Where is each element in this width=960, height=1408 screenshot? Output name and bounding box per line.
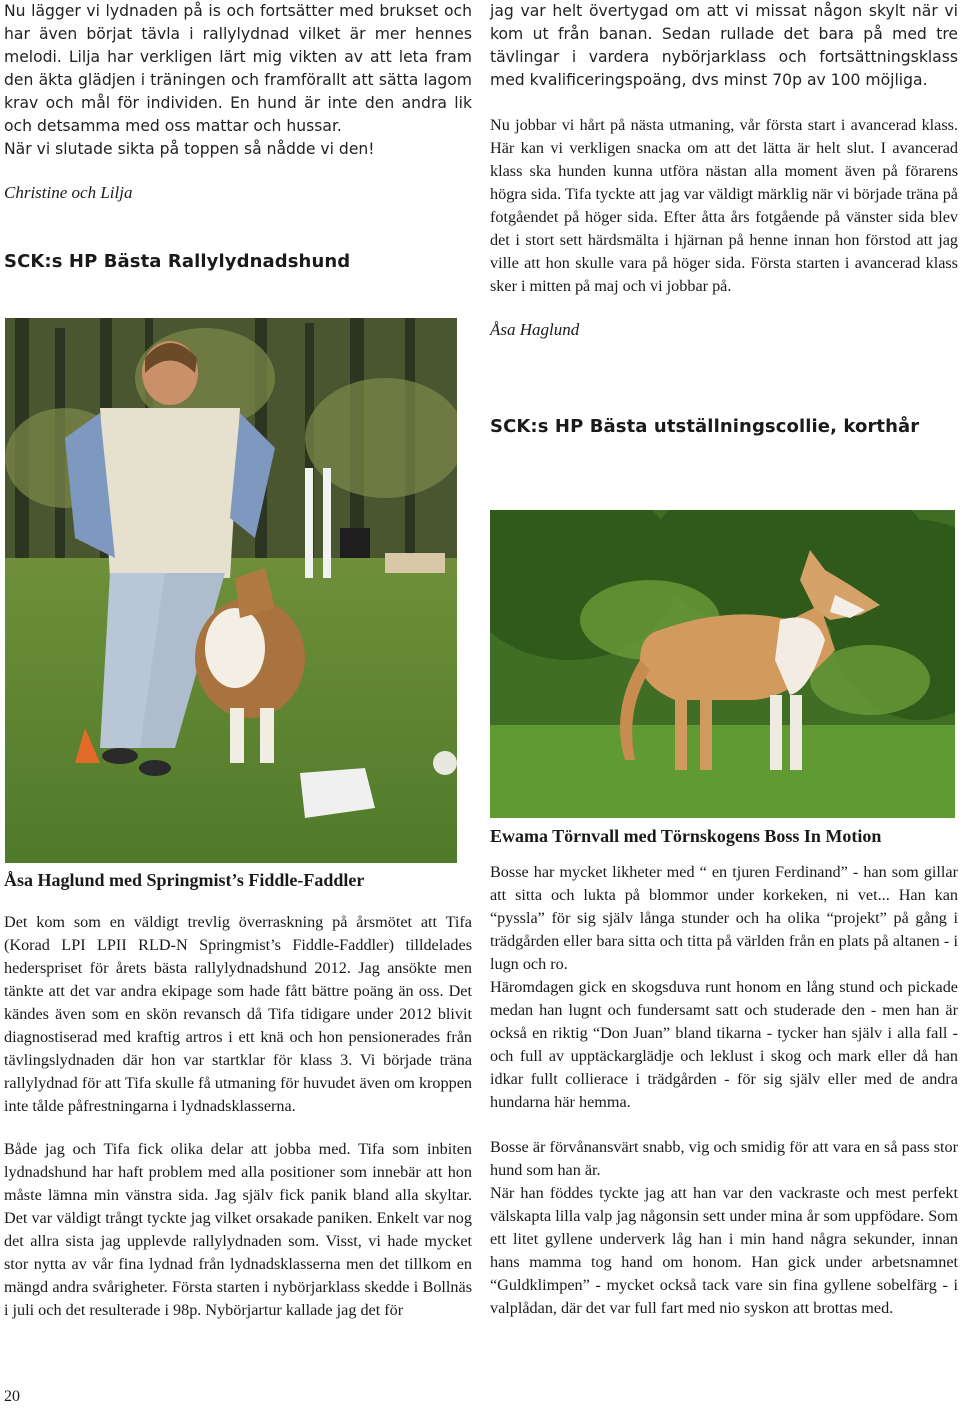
intro-last-line: När vi slutade sikta på toppen så nådde vi den! [4, 140, 375, 158]
paragraph-guldklimpen: När han föddes tyckte jag att han var den vackraste och mest perfekt välskapta lilla valp jag någonsin sett under mina år som uppfödare. Som ett litet gyllene underverk låg han i min hand några sekunder, innan hans mamma tog hand om honom. Han gick under arbetsnamnet “Guldklimpen” - mycket också tack vare sin fina gyllene sobelfärg - i valplådan, där det var full fart med nio syskon att brottas med. [490, 1184, 958, 1317]
paragraph-delar-att-jobba: Både jag och Tifa fick olika delar att jobba med. Tifa som inbiten lydnadshund har haft problem med alla positioner som innebär att hon måste lämna min vänstra sida. Jag själv fick panik bland alla skyltar. Det var väldigt trångt tyckte jag vilket orsakade paniken. Enkelt var nog det allra sista jag upplevde rallylydnaden som. Visst, vi hade mycket stor nytta av vår fina lydnad från lydnadsklasserna men det tillkom en mängd andra svårigheter. Första starten i nybörjarklass skedde i Bollnäs i juli och det resulterade i 98p. Nybörjartur kallade jag det för [4, 1140, 472, 1319]
caption-ewama-tornvall: Ewama Törnvall med Törnskogens Boss In Motion [490, 826, 882, 846]
caption-asa-haglund: Åsa Haglund med Springmist’s Fiddle-Faddler [4, 870, 365, 890]
photo-handler-with-sheltie [5, 318, 457, 863]
intro-paragraph: Nu lägger vi lydnaden på is och fortsätter med brukset och har även börjat tävla i rallylydnad vilket är mer hennes melodi. Lilja har verkligen lärt mig vikten av att leta fram den äkta glädjen i träningen och framförallt att sätta lagom krav och mål för individen. En hund är inte den andra lik och detsamma med oss mattar och hussar. [4, 2, 472, 135]
heading-utstallningscollie: SCK:s HP Bästa utställningscollie, korthår [490, 416, 920, 437]
paragraph-skogsduva: Häromdagen gick en skogsduva runt honom en lång stund och pickade medan han lugnt och fundersamt satt och studerade den - men han är också en riktig “Don Juan” bland tikarna - tycker han själv i alla fall - och full av upptäckarglädje och leklust i skog och mark eller då han idkar fullt collierace i trädgården - för sig själv eller med de andra hundarna här hemma. [490, 978, 958, 1111]
signature-asa: Åsa Haglund [490, 320, 580, 339]
signature-christine: Christine och Lilja [4, 183, 133, 202]
paragraph-overtygad: jag var helt övertygad om att vi missat någon skylt när vi kom ut från banan. Sedan rullade det bara på med tre tävlingar i vardera nybörjarklass och fortsättningsklass med kvalificeringspoäng, dvs minst 70p av 100 möjliga. [490, 2, 958, 89]
paragraph-avancerad: Nu jobbar vi hårt på nästa utmaning, vår första start i avancerad klass. Här kan vi verkligen snacka om att det lätta är helt slut. I avancerad klass ska hunden kunna utföra nästan alla moment även på förarens högra sida. Tifa tyckte att jag var väldigt märklig när vi började träna på fotgåendet på höger sida. Efter åtta års fotgående på vänster sida blev det i stort sett härdsmälta i hjärnan på henne innan hon förstod att jag ville att hon skulle vara på höger sida. Första starten i avancerad klass sker i mitten på maj och vi jobbar på. [490, 116, 958, 295]
right-column [490, 0, 958, 437]
page-number: 20 [4, 1388, 20, 1405]
right-column-lower [490, 826, 958, 1320]
left-column [4, 0, 472, 272]
paragraph-ferdinand: Bosse har mycket likheter med “ en tjuren Ferdinand” - han som gillar att sitta och lukta på blommor under korkeken, ni vet... Han kan “pyssla” för sig själv långa stunder och ha olika “projekt” på gång i trädgården eller bara sitta och titta på världen från en plats på altanen - i lugn och ro. [490, 863, 958, 973]
paragraph-hederspris: Det kom som en väldigt trevlig överraskning på årsmötet att Tifa (Korad LPI LPII RLD-N Springmist’s Fiddle-Faddler) tilldelades hederspriset för årets bästa rallylydnadshund 2012. Jag ansökte men tänkte att det var andra ekipage som hade fått bättre poäng än oss. Det kändes även som en skön revansch då Tifa tidigare under 2012 blivit diagnostiserad med kraftig artros i ett knä och hon pensionerades från tävlingslydnaden där hon var startklar för klass 3. Vi började träna rallylydnad för att Tifa skulle få utmaning för huvudet även om kroppen inte tålde påfrestningarna i lydnadsklasserna. [4, 913, 472, 1115]
paragraph-snabb: Bosse är förvånansvärt snabb, vig och smidig för att vara en så pass stor hund som han är. [490, 1138, 958, 1179]
left-column-lower [4, 870, 472, 1322]
photo-smooth-collie [490, 510, 955, 818]
heading-rallylydnadshund: SCK:s HP Bästa Rallylydnadshund [4, 251, 351, 272]
